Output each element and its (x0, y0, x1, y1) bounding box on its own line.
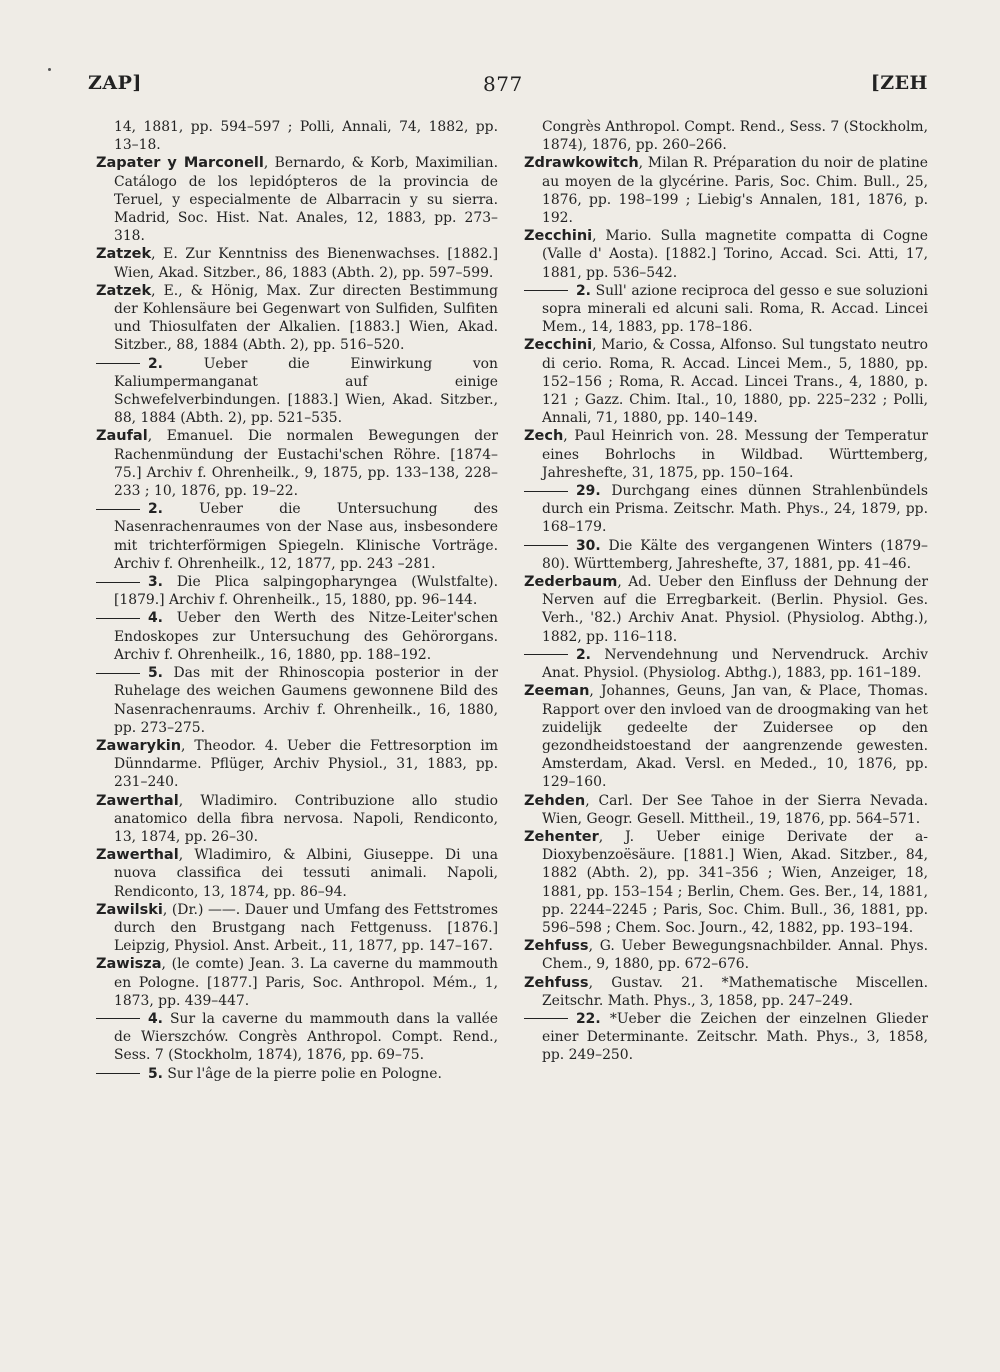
bib-entry: 5. Das mit der Rhinoscopia posterior in der Ruhelage des weichen Gaumens gewonnene Bild des Nasenrachenraums. Archiv f. Ohrenheilk., 16, 1880, pp. 273–275. (96, 664, 498, 737)
bib-entry: 14, 1881, pp. 594–597 ; Polli, Annali, 74, 1882, pp. 13–18. (114, 119, 498, 154)
author-name: Zaufal (96, 428, 148, 445)
entry-number: 2. (148, 501, 163, 518)
bib-entry: Zatzek, E. Zur Kenntniss des Bienenwachses. [1882.] Wien, Akad. Sitzber., 86, 1883 (Abth. 2), pp. 597–599. (96, 246, 498, 281)
bib-entry: 29. Durchgang eines dünnen Strahlenbündels durch ein Prisma. Zeitschr. Math. Phys., 24, 1879, pp. 168–179. (524, 482, 928, 537)
ditto-dash (96, 1018, 140, 1019)
entry-number: 2. (576, 282, 591, 299)
ditto-dash (96, 363, 140, 364)
bib-entry: Zederbaum, Ad. Ueber den Einfluss der Dehnung der Nerven auf die Erregbarkeit. (Berlin. Physiol. Ges. Verh., '82.) Archiv Anat. Physiol. (Physiolog. Abthg.), 1882, pp. 116–118. (524, 574, 928, 645)
entry-number: 22. (576, 1010, 601, 1027)
entry-number: 30. (576, 537, 601, 554)
left-column (96, 118, 498, 1083)
author-name: Zapater y Marconell (96, 155, 264, 172)
bib-entry: 4. Sur la caverne du mammouth dans la vallée de Wierszchów. Congrès Anthropol. Compt. Rend., Sess. 7 (Stockholm, 1874), 1876, pp. 69–75. (96, 1010, 498, 1065)
ditto-dash (524, 290, 568, 291)
bib-entry: 2. Ueber die Untersuchung des Nasenrachenraumes von der Nase aus, insbesondere mit trichterförmigen Spiegeln. Klinische Vorträge. Archiv f. Ohrenheilk., 12, 1877, pp. 243 –281. (96, 500, 498, 573)
author-name: Zawerthal (96, 847, 179, 864)
bib-entry: Congrès Anthropol. Compt. Rend., Sess. 7 (Stockholm, 1874), 1876, pp. 260–266. (542, 119, 928, 154)
bib-entry: Zehenter, J. Ueber einige Derivate der a-Dioxybenzoësäure. [1881.] Wien, Akad. Sitzber., 84, 1882 (Abth. 2), pp. 341–356 ; Wien, Anzeiger, 18, 1881, pp. 153–154 ; Berlin, Chem. Ges. Ber., 14, 1881, pp. 2244–2245 ; Paris, Soc. Chim. Bull., 36, 1881, pp. 596–598 ; Chem. Soc. Journ., 42, 1882, pp. 193–194. (524, 828, 928, 936)
bib-entry: Zehfuss, Gustav. 21. *Mathematische Miscellen. Zeitschr. Math. Phys., 3, 1858, pp. 247–249. (524, 974, 928, 1009)
bib-entry: Zawerthal, Wladimiro, & Albini, Giuseppe. Di una nuova classifica dei tessuti animali. Napoli, Rendiconto, 13, 1874, pp. 86–94. (96, 847, 498, 900)
ditto-dash (524, 545, 568, 546)
author-name: Zatzek (96, 246, 152, 263)
author-name: Zeeman (524, 683, 590, 700)
header-right: [ZEH (870, 72, 928, 94)
author-name: Zawarykin (96, 737, 182, 754)
bib-entry: Zehden, Carl. Der See Tahoe in der Sierra Nevada. Wien, Geogr. Gesell. Mittheil., 19, 1876, pp. 564–571. (524, 792, 928, 827)
author-name: Zehenter (524, 828, 599, 845)
bib-entry: 2. Ueber die Einwirkung von Kaliumpermanganat auf einige Schwefelverbindungen. [1883.] Wien, Akad. Sitzber., 88, 1884 (Abth. 2), pp. 521–535. (96, 355, 498, 428)
bib-entry: Zecchini, Mario. Sulla magnetite compatta di Cogne (Valle d' Aosta). [1882.] Torino, Accad. Sci. Atti, 17, 1881, pp. 536–542. (524, 228, 928, 281)
bib-entry: 5. Sur l'âge de la pierre polie en Pologne. (96, 1065, 498, 1083)
entry-number: 2. (148, 355, 163, 372)
bib-entry: Zatzek, E., & Hönig, Max. Zur directen Bestimmung der Kohlensäure bei Gegenwart von Sulfiden, Sulfiten und Thiosulfaten der Alkalien. [1883.] Wien, Akad. Sitzber., 88, 1884 (Abth. 2), pp. 516–520. (96, 282, 498, 354)
entry-number: 29. (576, 483, 601, 500)
bib-entry: 3. Die Plica salpingopharyngea (Wulstfalte). [1879.] Archiv f. Ohrenheilk., 15, 1880, pp. 96–144. (96, 573, 498, 609)
bib-entry: 22. *Ueber die Zeichen der einzelnen Glieder einer Determinante. Zeitschr. Math. Phys., 3, 1858, pp. 249–250. (524, 1010, 928, 1065)
ditto-dash (524, 1018, 568, 1019)
right-column (524, 118, 928, 1065)
author-name: Zawerthal (96, 792, 179, 809)
bib-entry: Zapater y Marconell, Bernardo, & Korb, Maximilian. Catálogo de los lepidópteros de la provincia de Teruel, y especialmente de Albarracin y su sierra. Madrid, Soc. Hist. Nat. Anales, 12, 1883, pp. 273–318. (96, 155, 498, 245)
bib-entry: 30. Die Kälte des vergangenen Winters (1879–80). Württemberg, Jahreshefte, 37, 1881, pp. 41–46. (524, 537, 928, 573)
author-name: Zdrawkowitch (524, 155, 639, 172)
entry-number: 5. (148, 665, 163, 682)
bib-entry: Zawisza, (le comte) Jean. 3. La caverne du mammouth en Pologne. [1877.] Paris, Soc. Anthropol. Mém., 1, 1873, pp. 439–447. (96, 956, 498, 1009)
ditto-dash (96, 673, 140, 674)
header-left: ZAP] (88, 72, 142, 94)
author-name: Zecchini (524, 337, 593, 354)
ditto-dash (524, 654, 568, 655)
author-name: Zech (524, 428, 564, 445)
ditto-dash (96, 618, 140, 619)
bib-entry: Zeeman, Johannes, Geuns, Jan van, & Place, Thomas. Rapport over den invloed van de droogmaking van het zuidelijk gedeelte der Zuidersee op den gezondheidstoestand der aangrenzende gewesten. Amsterdam, Akad. Versl. en Meded., 10, 1876, pp. 129–160. (524, 683, 928, 791)
bib-entry: Zawilski, (Dr.) ——. Dauer und Umfang des Fettstromes durch den Brustgang nach Fettgenuss. [1876.] Leipzig, Physiol. Anst. Arbeit., 11, 1877, pp. 147–167. (96, 901, 498, 955)
entry-number: 4. (148, 1010, 163, 1027)
bib-entry: Zech, Paul Heinrich von. 28. Messung der Temperatur eines Bohrlochs in Wildbad. Württemberg, Jahreshefte, 31, 1875, pp. 150–164. (524, 428, 928, 481)
ditto-dash (96, 1073, 140, 1074)
entry-number: 5. (148, 1065, 163, 1082)
author-name: Zehfuss (524, 974, 589, 991)
page-header (88, 72, 928, 106)
ditto-dash (96, 582, 140, 583)
speck (48, 68, 51, 71)
author-name: Zecchini (524, 228, 593, 245)
bib-entry: Zaufal, Emanuel. Die normalen Bewegungen der Rachenmündung der Eustachi'schen Röhre. [1874–75.] Archiv f. Ohrenheilk., 9, 1875, pp. 133–138, 228–233 ; 10, 1876, pp. 19–22. (96, 428, 498, 500)
bib-entry: 2. Nervendehnung und Nervendruck. Archiv Anat. Physiol. (Physiolog. Abthg.), 1883, pp. 161–189. (524, 646, 928, 682)
author-name: Zederbaum (524, 574, 618, 591)
author-name: Zawilski (96, 901, 163, 918)
bib-entry: Zecchini, Mario, & Cossa, Alfonso. Sul tungstato neutro di cerio. Roma, R. Accad. Lincei Mem., 5, 1880, pp. 152–156 ; Roma, R. Accad. Lincei Trans., 4, 1880, p. 121 ; Gazz. Chim. Ital., 10, 1880, pp. 225–232 ; Polli, Annali, 71, 1880, pp. 140–149. (524, 337, 928, 427)
entry-number: 4. (148, 610, 163, 627)
bib-entry: Zawarykin, Theodor. 4. Ueber die Fettresorption im Dünndarme. Pflüger, Archiv Physiol., 31, 1883, pp. 231–240. (96, 737, 498, 791)
bib-entry: Zawerthal, Wladimiro. Contribuzione allo studio anatomico della fibra nervosa. Napoli, Rendiconto, 13, 1874, pp. 26–30. (96, 792, 498, 845)
bib-entry: Zehfuss, G. Ueber Bewegungsnachbilder. Annal. Phys. Chem., 9, 1880, pp. 672–676. (524, 938, 928, 973)
ditto-dash (96, 509, 140, 510)
entry-number: 3. (148, 574, 163, 591)
author-name: Zawisza (96, 956, 162, 973)
bib-entry: 2. Sull' azione reciproca del gesso e sue soluzioni sopra minerali ed alcuni sali. Roma, R. Accad. Lincei Mem., 14, 1883, pp. 178–186. (524, 282, 928, 337)
bib-entry: 4. Ueber den Werth des Nitze-Leiter'schen Endoskopes zur Untersuchung des Gehörorgans. Archiv f. Ohrenheilk., 16, 1880, pp. 188–192. (96, 609, 498, 664)
author-name: Zatzek (96, 282, 152, 299)
bib-entry: Zdrawkowitch, Milan R. Préparation du noir de platine au moyen de la glycérine. Paris, Soc. Chim. Bull., 25, 1876, pp. 198–199 ; Liebig's Annalen, 181, 1876, p. 192. (524, 155, 928, 227)
entry-number: 2. (576, 646, 591, 663)
author-name: Zehfuss (524, 938, 589, 955)
page-number: 877 (483, 72, 523, 96)
author-name: Zehden (524, 792, 586, 809)
ditto-dash (524, 491, 568, 492)
